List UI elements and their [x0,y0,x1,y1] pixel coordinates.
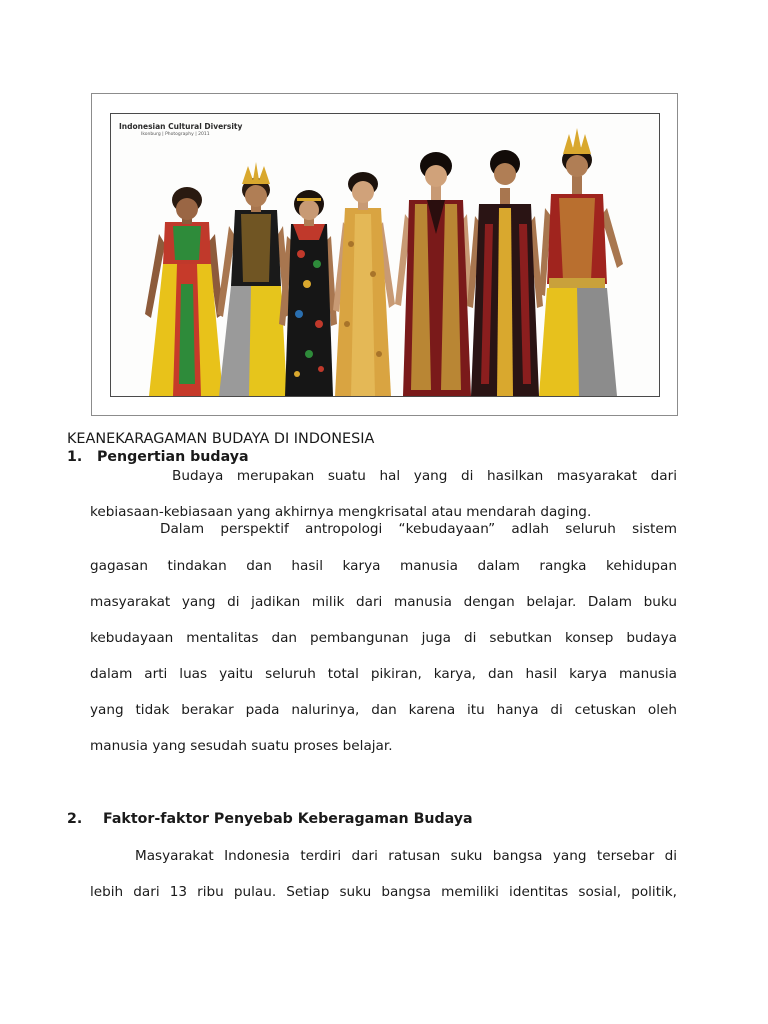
person-2 [217,162,291,396]
paragraph-line: yang tidak berakar pada nalurinya, dan karena itu hanya di cetuskan oleh [90,702,677,718]
paragraph-line: Budaya merupakan suatu hal yang di hasilkan masyarakat dari [172,468,677,484]
person-6 [467,150,543,396]
photo-credit: Ikonburg | Photography | 2011 [141,132,210,137]
cultural-diversity-photo [110,113,660,397]
paragraph-line: kebudayaan mentalitas dan pembangunan juga di sebutkan konsep budaya [90,630,677,646]
paragraph-line: masyarakat yang di jadikan milik dari manusia dengan belajar. Dalam buku [90,594,677,610]
paragraph-line: dalam arti luas yaitu seluruh total pikiran, karya, dan hasil karya manusia [90,666,677,682]
person-4 [333,172,395,396]
section1-number: 1. [67,449,83,465]
section1-heading: Pengertian budaya [97,449,249,465]
paragraph-line: Dalam perspektif antropologi “kebudayaan” adlah seluruh sistem [160,521,677,537]
paragraph-line: manusia yang sesudah suatu proses belajar. [90,738,393,754]
person-5 [395,152,473,396]
paragraph-line: kebiasaan-kebiasaan yang akhirnya mengkrisatal atau mendarah daging. [90,504,592,520]
section2-heading: Faktor-faktor Penyebab Keberagaman Budaya [103,811,473,827]
person-3 [279,190,337,396]
paragraph-line: gagasan tindakan dan hasil karya manusia dalam rangka kehidupan [90,558,677,574]
section2-number: 2. [67,811,83,827]
document-title: KEANEKARAGAMAN BUDAYA DI INDONESIA [67,431,375,447]
person-1 [145,187,223,396]
paragraph-line: lebih dari 13 ribu pulau. Setiap suku bangsa memiliki identitas sosial, politik, [90,884,677,900]
person-7 [539,128,623,396]
photo-caption: Indonesian Cultural Diversity [119,122,243,131]
paragraph-line: Masyarakat Indonesia terdiri dari ratusan suku bangsa yang tersebar di [135,848,677,864]
people-illustration [111,114,659,396]
